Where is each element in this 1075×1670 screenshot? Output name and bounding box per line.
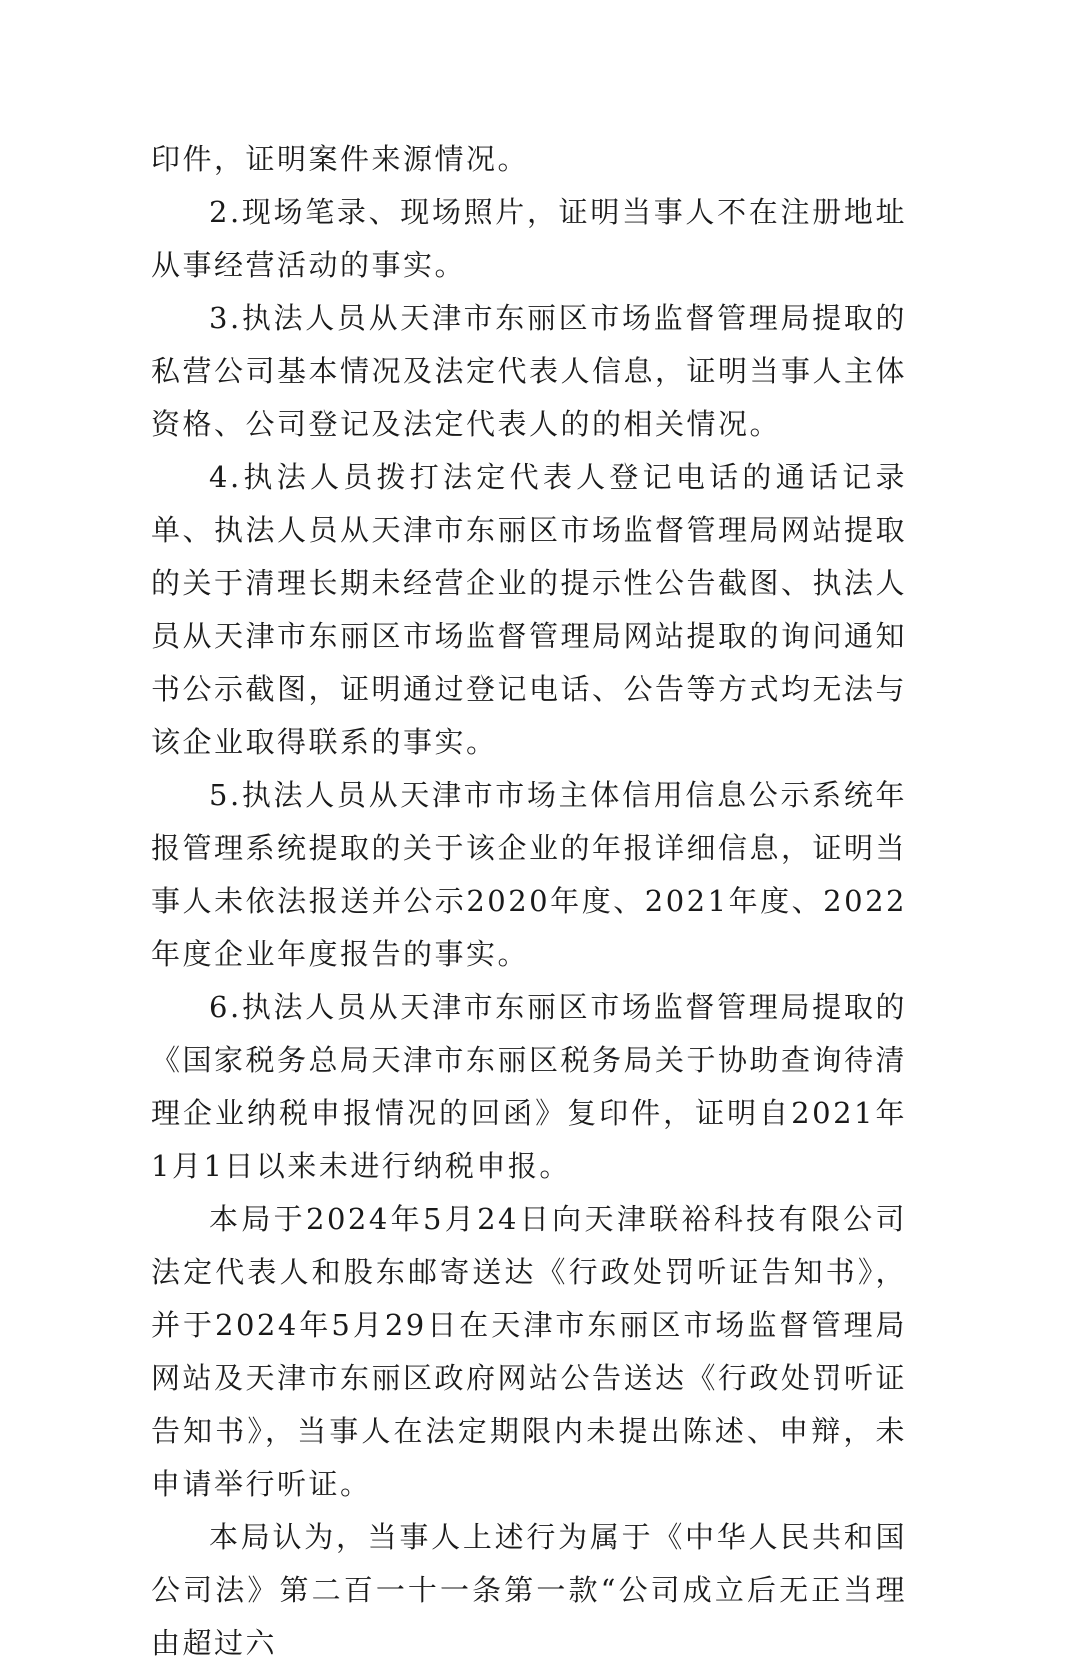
paragraph-evidence-6: 6.执法人员从天津市东丽区市场监督管理局提取的《国家税务总局天津市东丽区税务局关于协助查询待清理企业纳税申报情况的回函》复印件，证明自2021年1月1日以来未进行纳税申报。 xyxy=(151,990,908,1183)
paragraph-evidence-1-cont: 印件，证明案件来源情况。 xyxy=(151,142,530,176)
paragraph-service-notice: 本局于2024年5月24日向天津联裕科技有限公司法定代表人和股东邮寄送达《行政处罚听证告知书》，并于2024年5月29日在天津市东丽区市场监督管理局网站及天津市东丽区政府网站公告送达《行政处罚听证告知书》，当事人在法定期限内未提出陈述、申辩，未申请举行听证。 xyxy=(151,1202,908,1501)
paragraph-evidence-4: 4.执法人员拨打法定代表人登记电话的通话记录单、执法人员从天津市东丽区市场监督管理局网站提取的关于清理长期未经营企业的提示性公告截图、执法人员从天津市东丽区市场监督管理局网站提取的询问通知书公示截图，证明通过登记电话、公告等方式均无法与该企业取得联系的事实。 xyxy=(151,460,908,759)
paragraph-evidence-2: 2.现场笔录、现场照片，证明当事人不在注册地址从事经营活动的事实。 xyxy=(151,195,907,282)
paragraph-evidence-5: 5.执法人员从天津市市场主体信用信息公示系统年报管理系统提取的关于该企业的年报详细信息，证明当事人未依法报送并公示2020年度、2021年度、2022年度企业年度报告的事实。 xyxy=(151,778,908,971)
paragraph-evidence-3: 3.执法人员从天津市东丽区市场监督管理局提取的私营公司基本情况及法定代表人信息，证明当事人主体资格、公司登记及法定代表人的的相关情况。 xyxy=(151,301,908,441)
body-text xyxy=(151,133,907,1670)
paragraph-legal-opinion: 本局认为，当事人上述行为属于《中华人民共和国公司法》第二百一十一条第一款“公司成立后无正当理由超过六 xyxy=(151,1520,907,1660)
